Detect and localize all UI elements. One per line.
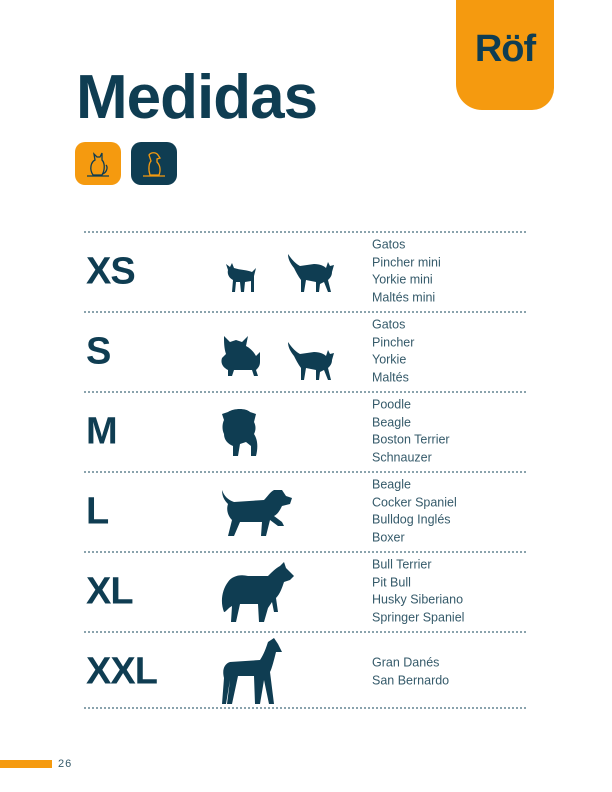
cat-icon [284, 338, 336, 382]
breed-list [372, 397, 450, 468]
page-number: 26 [58, 758, 73, 770]
breed-item: Maltés [372, 370, 409, 385]
breed-list [372, 654, 449, 689]
brand-logo-tab [456, 0, 554, 110]
breed-item: Maltés mini [372, 290, 436, 305]
page-title: Medidas [76, 63, 318, 132]
cat-icon [284, 250, 336, 294]
cat-badge [75, 142, 121, 185]
size-row-l [84, 472, 526, 552]
breed-item: Beagle [372, 477, 411, 492]
breed-item: Bull Terrier [372, 557, 432, 572]
cat-icon [84, 149, 112, 179]
size-row-xxl [84, 632, 526, 712]
breed-item: Springer Spaniel [372, 610, 465, 625]
breed-item: Pincher [372, 335, 415, 350]
breed-list [372, 317, 414, 388]
breed-item: Yorkie [372, 353, 407, 367]
size-label: XS [86, 250, 135, 293]
footer-accent-bar [0, 760, 52, 768]
breed-item: Pincher mini [372, 255, 441, 270]
brand-logo: Röf [474, 28, 536, 70]
breed-item: San Bernardo [372, 673, 450, 687]
size-row-xs [84, 232, 526, 312]
breed-item: Boston Terrier [372, 433, 450, 447]
size-label: M [86, 410, 117, 453]
size-row-m [84, 392, 526, 472]
great-dane-icon [218, 638, 284, 706]
dog-badge [131, 142, 177, 185]
breed-item: Yorkie mini [372, 273, 433, 287]
breed-item: Cocker Spaniel [372, 495, 457, 510]
size-label: XL [86, 570, 133, 613]
size-label: XXL [86, 650, 157, 693]
size-row-s [84, 312, 526, 392]
breed-item: Beagle [372, 415, 411, 430]
medium-dog-icon [218, 486, 294, 538]
breed-item: Gatos [372, 237, 406, 252]
husky-icon [218, 562, 296, 624]
breed-item: Husky Siberiano [372, 593, 464, 607]
breed-list [372, 237, 441, 308]
breed-item: Boxer [372, 530, 405, 545]
dog-icon [140, 149, 168, 179]
breed-item: Pit Bull [372, 575, 411, 590]
size-label: L [86, 490, 109, 533]
small-dog-icon [218, 252, 258, 294]
pug-icon [218, 408, 260, 458]
breed-list [372, 557, 464, 628]
yorkie-icon [218, 330, 262, 378]
breed-item: Poodle [372, 397, 411, 412]
size-row-xl [84, 552, 526, 632]
size-label: S [86, 330, 111, 373]
breed-item: Gran Danés [372, 655, 440, 670]
breed-item: Bulldog Inglés [372, 513, 451, 527]
breed-item: Schnauzer [372, 450, 432, 465]
breed-list [372, 477, 457, 548]
breed-item: Gatos [372, 317, 406, 332]
